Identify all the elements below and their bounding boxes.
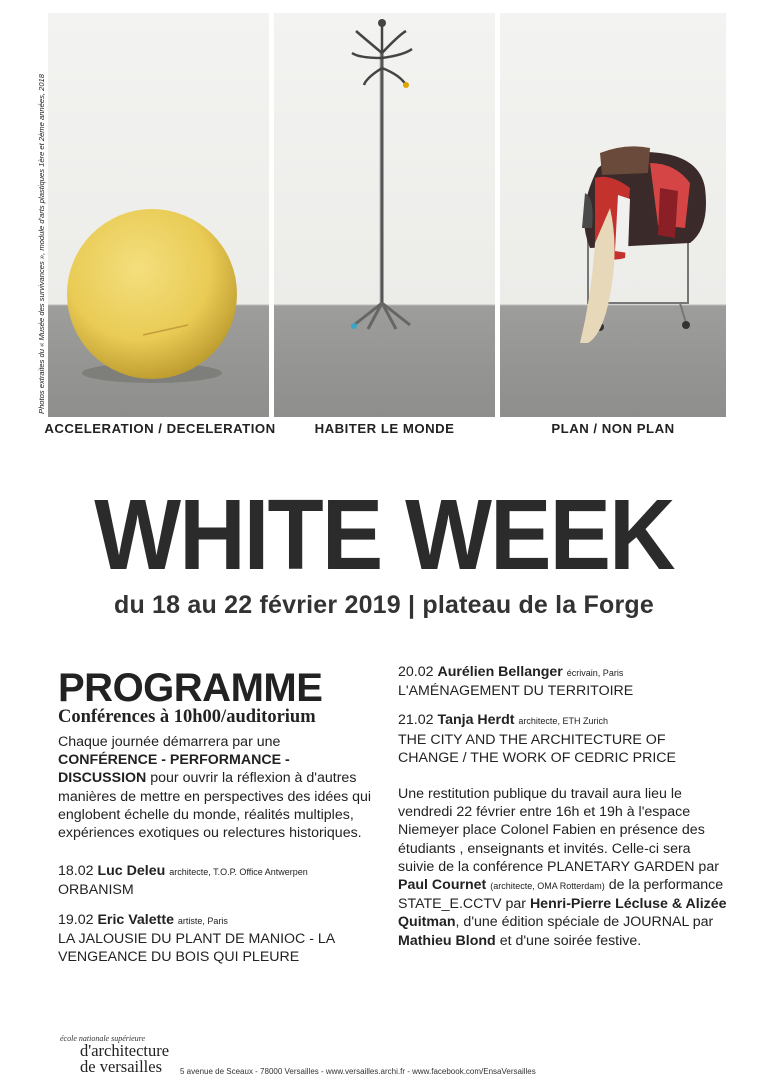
event-19-02 (58, 911, 376, 967)
programme-column-right (398, 663, 728, 950)
page-title: WHITE WEEK (94, 479, 674, 591)
restitution-role: (architecte, OMA Rotterdam) (490, 881, 605, 892)
restitution-speaker: Paul Cournet (398, 877, 487, 894)
programme-intro (58, 733, 376, 842)
footer-address: 5 avenue de Sceaux - 78000 Versailles - www.versailles.archi.fr - www.facebook.com/EnsaVersailles (180, 1067, 536, 1076)
event-date: 18.02 (58, 863, 94, 880)
event-topic: LA JALOUSIE DU PLANT DE MANIOC - LA VENGEANCE DU BOIS QUI PLEURE (58, 930, 335, 966)
restitution-text: de la performance STATE_E.CCTV par (398, 877, 724, 913)
event-topic: ORBANISM (58, 882, 134, 899)
school-logo-line1: d'architecture (80, 1041, 170, 1060)
photo-credit-text: Photos extraites du « Musée des survivances », module d'arts plastiques 1ère et 2ème années, 2018 (37, 74, 46, 414)
event-topic: L'AMÉNAGEMENT DU TERRITOIRE (398, 683, 634, 700)
event-speaker: Eric Valette (97, 911, 174, 928)
photo-shopping-cart (500, 13, 726, 417)
programme-column (58, 666, 376, 966)
restitution-speaker: Henri-Pierre Lécluse & Alizée Quitman (398, 896, 727, 931)
caption-plan: PLAN / NON PLAN (551, 421, 675, 436)
programme-title: PROGRAMME (58, 666, 323, 710)
event-18-02 (58, 862, 376, 899)
photo-ball (48, 13, 269, 417)
photo-coat-rack (274, 13, 495, 417)
event-21-02 (398, 711, 728, 767)
intro-post: pour ouvrir la réflexion à d'autres manières de mettre en perspectives des idées qui englobent échelle du monde, réalités multiples, expériences exotiques ou relectures historiques. (58, 770, 372, 842)
event-role: architecte, T.O.P. Office Antwerpen (169, 867, 308, 878)
coat-rack-image (274, 13, 495, 417)
event-date: 20.02 (398, 664, 434, 680)
event-speaker: Aurélien Bellanger (437, 664, 563, 680)
restitution-paragraph (398, 785, 728, 950)
event-role: architecte, ETH Zurich (518, 716, 608, 727)
intro-pre: Chaque journée démarrera par une (58, 734, 281, 750)
event-speaker: Luc Deleu (97, 863, 166, 880)
restitution-text: , d'une édition spéciale de JOURNAL par (455, 914, 714, 931)
intro-bold: CONFÉRENCE - PERFORMANCE - DISCUSSION (58, 752, 290, 787)
event-role: artiste, Paris (177, 915, 228, 926)
event-20-02 (398, 663, 728, 700)
caption-acceleration: ACCELERATION / DECELERATION (44, 421, 276, 436)
event-role: écrivain, Paris (566, 668, 624, 678)
event-speaker: Tanja Herdt (437, 712, 515, 729)
school-logo-line2: de versailles (80, 1057, 163, 1076)
restitution-text: Une restitution publique du travail aura lieu le vendredi 22 février entre 16h et 19h à l'espace Niemeyer place Colonel Fabien en présence des étudiants , enseignants et invités. Celle-ci sera suivie de la conférence PLANETARY GARDEN par (398, 786, 719, 875)
caption-habiter: HABITER LE MONDE (314, 421, 455, 436)
event-date: 19.02 (58, 911, 94, 928)
event-dates-location: du 18 au 22 février 2019 | plateau de la Forge (113, 591, 655, 619)
school-logo-small: école nationale supérieure (60, 1034, 146, 1043)
event-date: 21.02 (398, 712, 434, 729)
shopping-cart-clothes-image (500, 13, 726, 417)
ball-image (48, 13, 269, 417)
school-logo (60, 1034, 169, 1075)
programme-subtitle: Conférences à 10h00/auditorium (58, 707, 316, 727)
event-topic: THE CITY AND THE ARCHITECTURE OF CHANGE / THE WORK OF CEDRIC PRICE (398, 731, 676, 766)
restitution-speaker: Mathieu Blond (398, 932, 496, 949)
restitution-text: et d'une soirée festive. (499, 932, 642, 949)
